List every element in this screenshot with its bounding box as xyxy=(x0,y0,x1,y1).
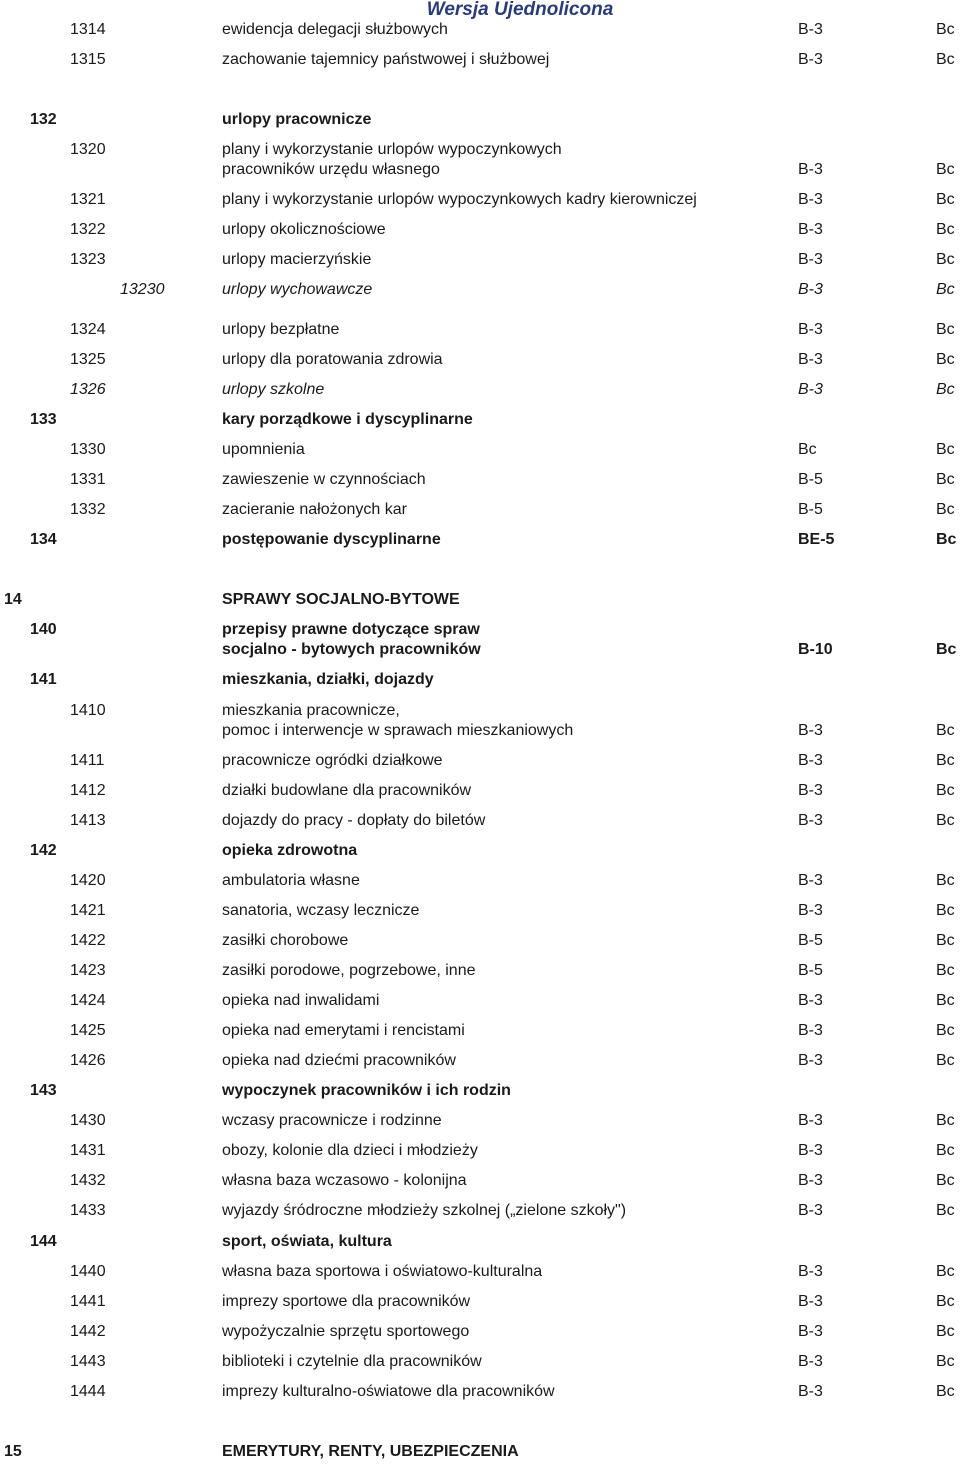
item-code: 1423 xyxy=(70,962,106,979)
list-item xyxy=(0,871,960,891)
item-title-line: wypoczynek pracowników i ich rodzin xyxy=(222,1082,511,1099)
archive-category: B-5 xyxy=(798,501,823,518)
list-item xyxy=(0,250,960,270)
item-code: 141 xyxy=(30,671,57,688)
item-code: 1320 xyxy=(70,141,106,158)
item-title-line: urlopy szkolne xyxy=(222,381,325,398)
archive-category: B-3 xyxy=(798,902,823,919)
item-code: 1441 xyxy=(70,1293,106,1310)
archive-category-secondary: Bc xyxy=(936,1142,955,1159)
archive-category: B-3 xyxy=(798,281,823,298)
list-item xyxy=(0,751,960,771)
item-code: 1332 xyxy=(70,501,106,518)
archive-category: B-3 xyxy=(798,21,823,38)
archive-category: B-3 xyxy=(798,1172,823,1189)
archive-category-secondary: Bc xyxy=(936,1202,955,1219)
item-title xyxy=(222,781,471,801)
item-code: 1326 xyxy=(70,381,106,398)
item-code: 1426 xyxy=(70,1052,106,1069)
archive-category-secondary: Bc xyxy=(936,191,955,208)
item-title xyxy=(222,841,357,861)
item-title-line: wyjazdy śródroczne młodzieży szkolnej („zielone szkoły") xyxy=(222,1202,627,1219)
item-title xyxy=(222,350,443,370)
list-item xyxy=(0,1201,960,1221)
item-title-line: urlopy pracownicze xyxy=(222,111,372,128)
item-title xyxy=(222,1442,519,1462)
item-title-line: pracownicze ogródki działkowe xyxy=(222,752,443,769)
item-title-line: dojazdy do pracy - dopłaty do biletów xyxy=(222,812,486,829)
archive-category-secondary: Bc xyxy=(936,1112,955,1129)
list-item xyxy=(0,500,960,520)
item-title-line: zasiłki chorobowe xyxy=(222,932,349,949)
archive-category: B-3 xyxy=(798,1142,823,1159)
item-code: 134 xyxy=(30,531,57,548)
item-code: 1430 xyxy=(70,1112,106,1129)
archive-category: B-3 xyxy=(798,1202,823,1219)
item-code: 1314 xyxy=(70,21,106,38)
item-title xyxy=(222,1021,465,1041)
item-title-line: socjalno - bytowych pracowników xyxy=(222,641,481,658)
item-title xyxy=(222,320,339,340)
list-item xyxy=(0,1171,960,1191)
item-code: 1442 xyxy=(70,1323,106,1340)
item-title-line: ambulatoria własne xyxy=(222,872,360,889)
item-code: 1410 xyxy=(70,702,106,719)
archive-category: B-3 xyxy=(798,321,823,338)
list-item xyxy=(0,590,960,610)
item-code: 15 xyxy=(4,1443,22,1460)
archive-category: B-3 xyxy=(798,992,823,1009)
item-title xyxy=(222,250,371,270)
item-code: 1420 xyxy=(70,872,106,889)
item-title xyxy=(222,530,441,550)
archive-category: B-3 xyxy=(798,782,823,799)
item-title-line: wczasy pracownicze i rodzinne xyxy=(222,1112,442,1129)
item-title-line: urlopy wychowawcze xyxy=(222,281,373,298)
item-title-line: zacieranie nałożonych kar xyxy=(222,501,407,518)
list-item xyxy=(0,1081,960,1101)
list-item xyxy=(0,811,960,831)
archive-category: B-3 xyxy=(798,1022,823,1039)
list-item xyxy=(0,1292,960,1312)
list-item xyxy=(0,991,960,1011)
item-title xyxy=(222,1382,555,1402)
list-item xyxy=(0,1442,960,1462)
archive-category-secondary: Bc xyxy=(936,992,955,1009)
item-code: 143 xyxy=(30,1082,57,1099)
list-item xyxy=(0,280,960,300)
item-title-line: obozy, kolonie dla dzieci i młodzieży xyxy=(222,1142,478,1159)
item-title-line: wypożyczalnie sprzętu sportowego xyxy=(222,1323,470,1340)
item-title xyxy=(222,931,348,951)
list-item xyxy=(0,1141,960,1161)
item-title xyxy=(222,670,434,690)
archive-category-secondary: Bc xyxy=(936,872,955,889)
item-title-line: pracowników urzędu własnego xyxy=(222,161,440,178)
item-code: 132 xyxy=(30,111,57,128)
item-title xyxy=(222,280,372,300)
archive-category: B-3 xyxy=(798,722,823,739)
archive-category-secondary: Bc xyxy=(936,1353,955,1370)
list-item xyxy=(0,220,960,240)
item-title-line: urlopy dla poratowania zdrowia xyxy=(222,351,443,368)
archive-category: B-3 xyxy=(798,51,823,68)
item-title-line: opieka nad dziećmi pracowników xyxy=(222,1052,456,1069)
list-item xyxy=(0,1352,960,1372)
item-title xyxy=(222,871,360,891)
item-code: 1440 xyxy=(70,1263,106,1280)
archive-category-secondary: Bc xyxy=(936,221,955,238)
list-item xyxy=(0,320,960,340)
item-title xyxy=(222,1171,467,1191)
item-title xyxy=(222,901,419,921)
item-title-line: przepisy prawne dotyczące spraw xyxy=(222,621,480,638)
item-title-line: SPRAWY SOCJALNO-BYTOWE xyxy=(222,591,460,608)
item-title xyxy=(222,1262,542,1282)
list-item xyxy=(0,1322,960,1342)
list-item xyxy=(0,841,960,861)
archive-category: B-3 xyxy=(798,1263,823,1280)
archive-category-secondary: Bc xyxy=(936,722,955,739)
archive-category-secondary: Bc xyxy=(936,1263,955,1280)
item-code: 1432 xyxy=(70,1172,106,1189)
item-code: 1422 xyxy=(70,932,106,949)
archive-category-secondary: Bc xyxy=(936,1022,955,1039)
archive-category-secondary: Bc xyxy=(936,251,955,268)
list-item xyxy=(0,620,960,660)
item-title xyxy=(222,751,443,771)
item-title-line: pomoc i interwencje w sprawach mieszkaniowych xyxy=(222,722,574,739)
item-code: 1421 xyxy=(70,902,106,919)
item-title-line: opieka zdrowotna xyxy=(222,842,358,859)
item-title-line: opieka nad emerytami i rencistami xyxy=(222,1022,465,1039)
list-item xyxy=(0,1382,960,1402)
item-code: 1424 xyxy=(70,992,106,1009)
item-title-line: ewidencja delegacji służbowych xyxy=(222,21,448,38)
list-item xyxy=(0,380,960,400)
archive-category-secondary: Bc xyxy=(936,1172,955,1189)
item-code: 1321 xyxy=(70,191,106,208)
list-item xyxy=(0,350,960,370)
archive-category: B-5 xyxy=(798,962,823,979)
list-item xyxy=(0,931,960,951)
archive-category: B-3 xyxy=(798,1323,823,1340)
item-title xyxy=(222,991,379,1011)
item-title xyxy=(222,190,697,210)
item-title xyxy=(222,701,573,741)
item-title-line: zachowanie tajemnicy państwowej i służbowej xyxy=(222,51,550,68)
list-item xyxy=(0,140,960,180)
archive-category: B-3 xyxy=(798,1112,823,1129)
item-title-line: upomnienia xyxy=(222,441,305,458)
item-code: 1443 xyxy=(70,1353,106,1370)
item-title xyxy=(222,380,324,400)
item-code: 133 xyxy=(30,411,57,428)
item-code: 144 xyxy=(30,1233,57,1250)
item-code: 14 xyxy=(4,591,22,608)
archive-category: B-3 xyxy=(798,221,823,238)
item-title-line: biblioteki i czytelnie dla pracowników xyxy=(222,1353,482,1370)
item-title xyxy=(222,500,407,520)
item-title-line: działki budowlane dla pracowników xyxy=(222,782,472,799)
item-title-line: EMERYTURY, RENTY, UBEZPIECZENIA xyxy=(222,1443,519,1460)
list-item xyxy=(0,1051,960,1071)
item-title-line: postępowanie dyscyplinarne xyxy=(222,531,441,548)
archive-category: B-3 xyxy=(798,381,823,398)
archive-category-secondary: Bc xyxy=(936,281,955,298)
list-item xyxy=(0,1021,960,1041)
archive-category: B-5 xyxy=(798,471,823,488)
item-title xyxy=(222,961,475,981)
list-item xyxy=(0,961,960,981)
item-title-line: kary porządkowe i dyscyplinarne xyxy=(222,411,473,428)
archive-category: BE-5 xyxy=(798,531,835,548)
item-title xyxy=(222,1292,470,1312)
archive-category: B-3 xyxy=(798,251,823,268)
item-title xyxy=(222,1141,478,1161)
item-title xyxy=(222,220,386,240)
archive-category: B-3 xyxy=(798,1353,823,1370)
archive-category-secondary: Bc xyxy=(936,21,955,38)
item-title xyxy=(222,1201,626,1221)
item-title-line: mieszkania pracownicze, xyxy=(222,702,400,719)
archive-category: B-10 xyxy=(798,641,833,658)
item-title xyxy=(222,470,426,490)
item-code: 1425 xyxy=(70,1022,106,1039)
item-code: 1412 xyxy=(70,782,106,799)
item-title xyxy=(222,110,371,130)
item-title-line: sanatoria, wczasy lecznicze xyxy=(222,902,420,919)
item-code: 1322 xyxy=(70,221,106,238)
archive-category-secondary: Bc xyxy=(936,932,955,949)
list-item xyxy=(0,110,960,130)
item-code: 1331 xyxy=(70,471,106,488)
item-code: 1411 xyxy=(70,752,105,769)
archive-category: B-3 xyxy=(798,351,823,368)
list-item xyxy=(0,1232,960,1252)
item-title-line: imprezy kulturalno-oświatowe dla pracowników xyxy=(222,1383,555,1400)
archive-category: Bc xyxy=(798,441,817,458)
item-title-line: urlopy bezpłatne xyxy=(222,321,340,338)
list-item xyxy=(0,670,960,690)
item-code: 140 xyxy=(30,621,57,638)
archive-category-secondary: Bc xyxy=(936,501,955,518)
archive-category-secondary: Bc xyxy=(936,1383,955,1400)
archive-category: B-3 xyxy=(798,1052,823,1069)
item-title xyxy=(222,811,485,831)
item-title xyxy=(222,590,460,610)
item-code: 13230 xyxy=(120,281,165,298)
archive-category-secondary: Bc xyxy=(936,321,955,338)
archive-category-secondary: Bc xyxy=(936,161,955,178)
list-item xyxy=(0,701,960,741)
list-item xyxy=(0,781,960,801)
item-code: 1325 xyxy=(70,351,106,368)
archive-category-secondary: Bc xyxy=(936,381,955,398)
item-code: 1323 xyxy=(70,251,106,268)
list-item xyxy=(0,190,960,210)
archive-category-secondary: Bc xyxy=(936,782,955,799)
item-title xyxy=(222,1352,482,1372)
item-title xyxy=(222,440,305,460)
archive-category-secondary: Bc xyxy=(936,1293,955,1310)
list-item xyxy=(0,530,960,550)
item-title-line: opieka nad inwalidami xyxy=(222,992,380,1009)
item-title xyxy=(222,140,562,180)
item-title xyxy=(222,410,473,430)
item-title-line: mieszkania, działki, dojazdy xyxy=(222,671,434,688)
item-title xyxy=(222,1232,392,1252)
archive-category-secondary: Bc xyxy=(936,51,955,68)
item-title xyxy=(222,620,481,660)
item-title-line: plany i wykorzystanie urlopów wypoczynkowych xyxy=(222,141,562,158)
item-code: 1330 xyxy=(70,441,106,458)
archive-category-secondary: Bc xyxy=(936,1052,955,1069)
item-title xyxy=(222,1051,456,1071)
archive-category: B-3 xyxy=(798,812,823,829)
list-item xyxy=(0,20,960,40)
item-title-line: imprezy sportowe dla pracowników xyxy=(222,1293,471,1310)
archive-category-secondary: Bc xyxy=(936,531,957,548)
item-code: 1444 xyxy=(70,1383,106,1400)
list-item xyxy=(0,901,960,921)
archive-category-secondary: Bc xyxy=(936,1323,955,1340)
item-title-line: własna baza wczasowo - kolonijna xyxy=(222,1172,467,1189)
item-title-line: sport, oświata, kultura xyxy=(222,1233,392,1250)
archive-category: B-3 xyxy=(798,872,823,889)
archive-category: B-3 xyxy=(798,752,823,769)
archive-category: B-3 xyxy=(798,1383,823,1400)
item-title xyxy=(222,50,549,70)
list-item xyxy=(0,410,960,430)
archive-category-secondary: Bc xyxy=(936,471,955,488)
archive-category-secondary: Bc xyxy=(936,441,955,458)
item-code: 142 xyxy=(30,842,57,859)
archive-category-secondary: Bc xyxy=(936,812,955,829)
archive-category-secondary: Bc xyxy=(936,752,955,769)
archive-category-secondary: Bc xyxy=(936,962,955,979)
item-title-line: urlopy macierzyńskie xyxy=(222,251,372,268)
archive-category: B-5 xyxy=(798,932,823,949)
list-item xyxy=(0,50,960,70)
item-title xyxy=(222,1081,511,1101)
item-title xyxy=(222,1322,469,1342)
item-code: 1433 xyxy=(70,1202,106,1219)
item-code: 1324 xyxy=(70,321,106,338)
archive-category-secondary: Bc xyxy=(936,641,957,658)
archive-category: B-3 xyxy=(798,191,823,208)
item-title xyxy=(222,1111,442,1131)
item-title-line: zasiłki porodowe, pogrzebowe, inne xyxy=(222,962,476,979)
item-title xyxy=(222,20,448,40)
list-item xyxy=(0,1111,960,1131)
list-item xyxy=(0,470,960,490)
item-code: 1413 xyxy=(70,812,106,829)
item-code: 1315 xyxy=(70,51,106,68)
item-title-line: plany i wykorzystanie urlopów wypoczynkowych kadry kierowniczej xyxy=(222,191,697,208)
item-title-line: zawieszenie w czynnościach xyxy=(222,471,426,488)
item-title-line: własna baza sportowa i oświatowo-kulturalna xyxy=(222,1263,543,1280)
list-item xyxy=(0,440,960,460)
archive-category-secondary: Bc xyxy=(936,902,955,919)
page-header: Wersja Ujednolicona xyxy=(426,0,614,20)
list-item xyxy=(0,1262,960,1282)
archive-category-secondary: Bc xyxy=(936,351,955,368)
item-title-line: urlopy okolicznościowe xyxy=(222,221,386,238)
item-code: 1431 xyxy=(70,1142,106,1159)
archive-category: B-3 xyxy=(798,161,823,178)
archive-category: B-3 xyxy=(798,1293,823,1310)
